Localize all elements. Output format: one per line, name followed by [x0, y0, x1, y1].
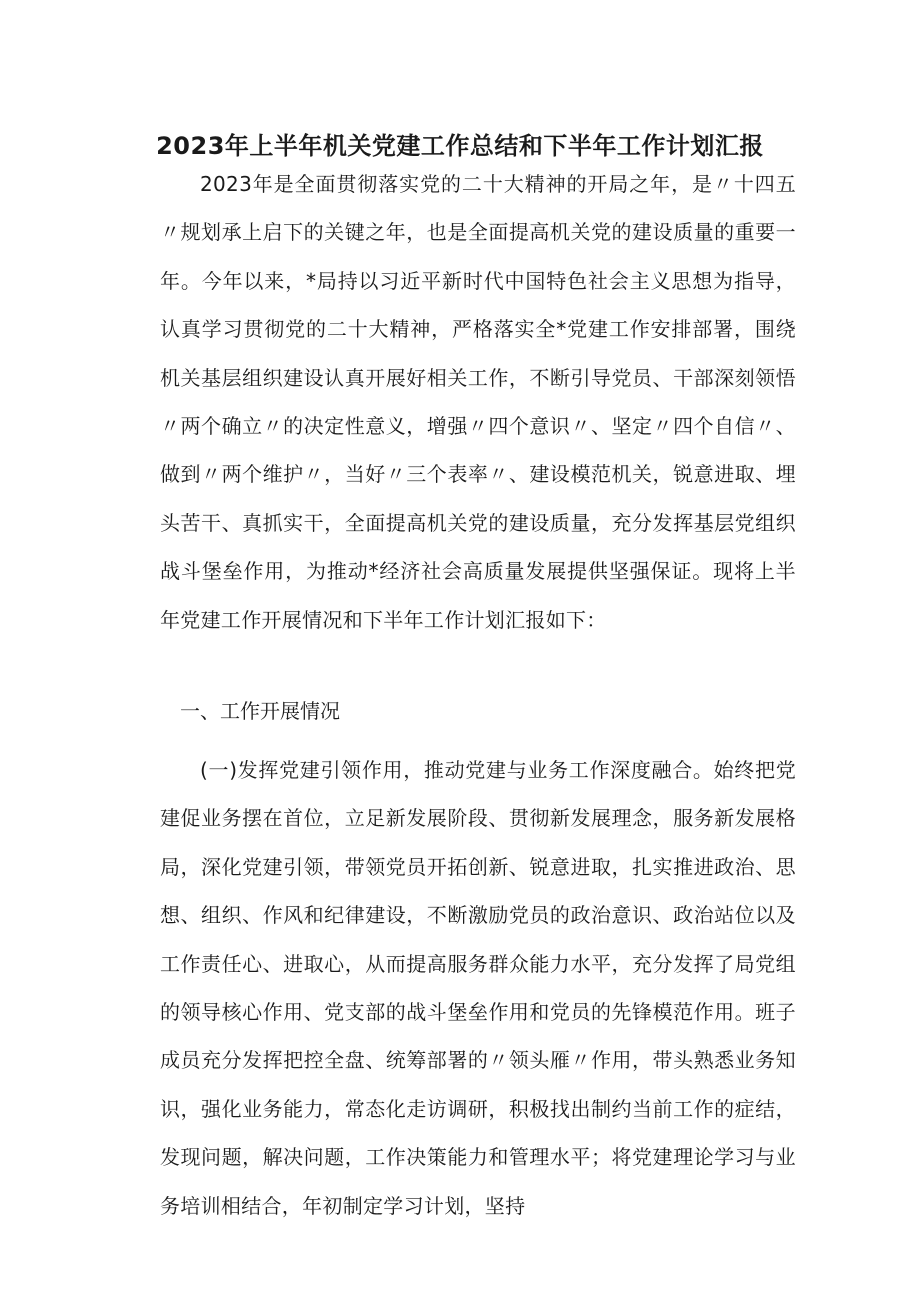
document-title: 2023年上半年机关党建工作总结和下半年工作计划汇报 — [156, 132, 764, 160]
section-heading: 一、工作开展情况 — [180, 699, 340, 723]
intro-paragraph: 2023年是全面贯彻落实党的二十大精神的开局之年，是〃十四五〃规划承上启下的关键之年，也是全面提高机关党的建设质量的重要一年。今年以来，*局持以习近平新时代中国特色社会主义思想为指导，认真学习贯彻党的二十大精神，严格落实全*党建工作安排部署，围绕机关基层组织建设认真开展好相关工作，不断引导党员、干部深刻领悟〃两个确立〃的决定性意义，增强〃四个意识〃、坚定〃四个自信〃、做到〃两个维护〃，当好〃三个表率〃、建设模范机关，锐意进取、埋头苦干、真抓实干，全面提高机关党的建设质量，充分发挥基层党组织战斗堡垒作用，为推动*经济社会高质量发展提供坚强保证。现将上半年党建工作开展情况和下半年工作计划汇报如下： — [160, 172, 796, 632]
section-paragraph: (一)发挥党建引领作用，推动党建与业务工作深度融合。始终把党建促业务摆在首位，立足新发展阶段、贯彻新发展理念，服务新发展格局，深化党建引领，带领党员开拓创新、锐意进取，扎实推进政治、思想、组织、作风和纪律建设，不断激励党员的政治意识、政治站位以及工作责任心、进取心，从而提高服务群众能力水平，充分发挥了局党组的领导核心作用、党支部的战斗堡垒作用和党员的先锋模范作用。班子成员充分发挥把控全盘、统筹部署的〃领头雁〃作用，带头熟悉业务知识，强化业务能力，常态化走访调研，积极找出制约当前工作的症结，发现问题，解决问题，工作决策能力和管理水平；将党建理论学习与业务培训相结合，年初制定学习计划，坚持 — [160, 758, 796, 1218]
